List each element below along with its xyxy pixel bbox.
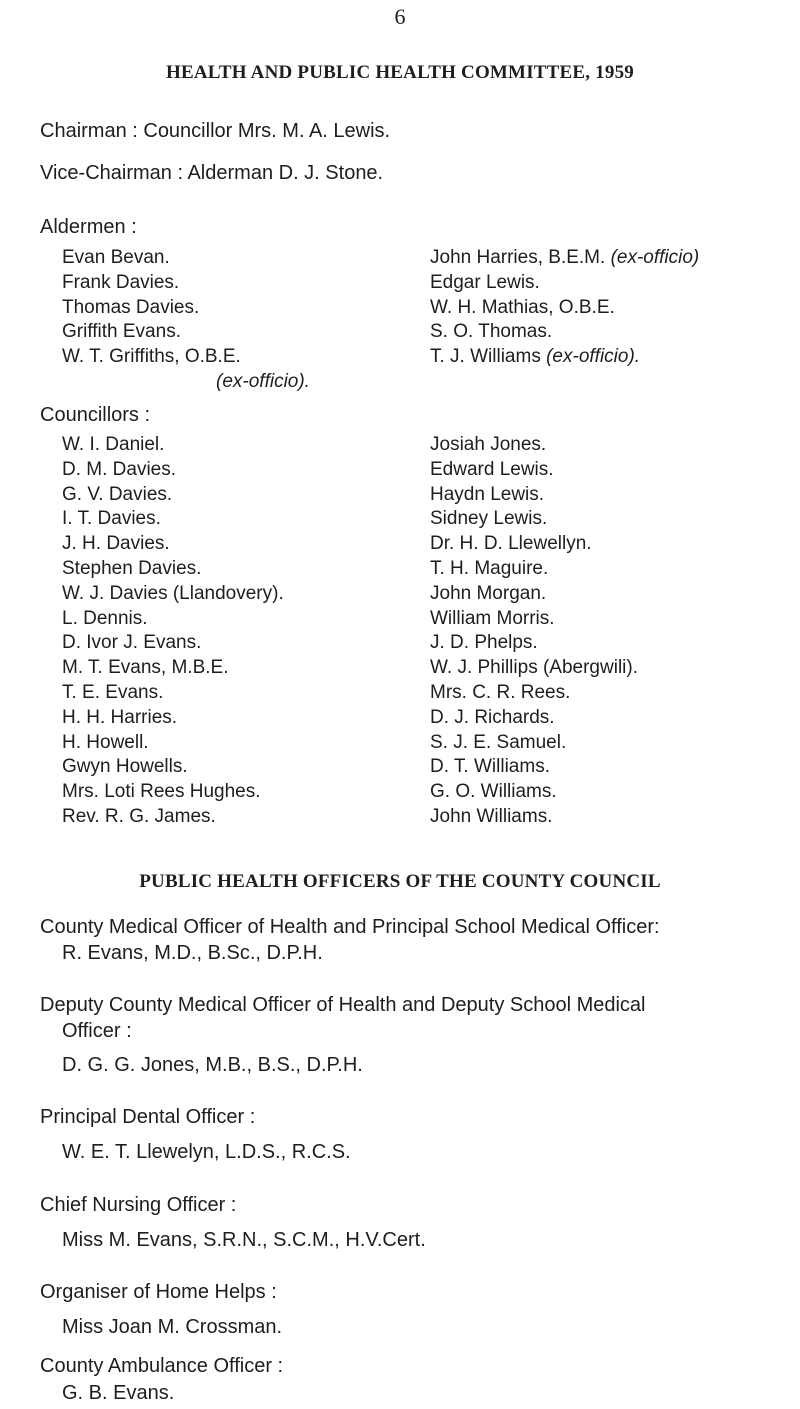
list-item: W. J. Phillips (Abergwili). [430,657,638,679]
dental-role: Principal Dental Officer : [40,1106,256,1128]
list-item: G. O. Williams. [430,781,557,803]
councillors-left-column [62,433,284,830]
list-item: H. Howell. [62,731,149,753]
list-item: D. T. Williams. [430,756,550,778]
vice-chairman-line: Vice-Chairman : Alderman D. J. Stone. [40,162,384,184]
list-item: S. J. E. Samuel. [430,731,567,753]
list-item: Rev. R. G. James. [62,805,216,827]
list-item: Thomas Davies. [62,296,200,318]
deputy-role-line-2: Officer : [62,1020,132,1042]
deputy-name: D. G. G. Jones, M.B., B.S., D.P.H. [62,1054,363,1076]
aldermen-left-column [62,246,310,395]
committee-title: HEALTH AND PUBLIC HEALTH COMMITTEE, 1959 [166,62,634,83]
list-item: William Morris. [430,607,555,629]
list-item: S. O. Thomas. [430,321,553,343]
list-item: M. T. Evans, M.B.E. [62,657,229,679]
nursing-role: Chief Nursing Officer : [40,1194,237,1216]
list-item: Josiah Jones. [430,434,547,455]
list-item: I. T. Davies. [62,508,161,530]
list-item: D. J. Richards. [430,706,555,728]
list-item: Haydn Lewis. [430,483,545,505]
aldermen-label: Aldermen : [40,216,137,238]
list-item: H. H. Harries. [62,706,178,728]
list-item: W. J. Davies (Llandovery). [62,582,284,604]
councillors-label: Councillors : [40,404,151,426]
officers-title: PUBLIC HEALTH OFFICERS OF THE COUNTY COUNCIL [139,871,661,892]
list-item: Frank Davies. [62,271,180,293]
list-item: Evan Bevan. [62,247,170,268]
list-item: Sidney Lewis. [430,508,548,530]
ambulance-role: County Ambulance Officer : [40,1355,284,1377]
list-item: W. T. Griffiths, O.B.E. [62,346,241,368]
chairman-line: Chairman : Councillor Mrs. M. A. Lewis. [40,120,391,142]
list-item: T. E. Evans. [62,681,164,703]
list-item: J. H. Davies. [62,533,170,555]
list-item: Gwyn Howells. [62,756,188,778]
list-item: D. Ivor J. Evans. [62,632,202,654]
list-item: W. H. Mathias, O.B.E. [430,296,615,318]
cmo-name: R. Evans, M.D., B.Sc., D.P.H. [62,942,323,964]
list-item: G. V. Davies. [62,483,173,505]
list-item: L. Dennis. [62,607,148,629]
nursing-name: Miss M. Evans, S.R.N., S.C.M., H.V.Cert. [62,1229,426,1251]
dental-name: W. E. T. Llewelyn, L.D.S., R.C.S. [62,1141,351,1163]
list-item: W. I. Daniel. [62,434,165,455]
home-help-role: Organiser of Home Helps : [40,1281,277,1303]
list-item: Edgar Lewis. [430,271,540,293]
list-item: T. J. Williams (ex-officio). [430,346,641,368]
list-item: Dr. H. D. Llewellyn. [430,533,592,555]
list-item: T. H. Maguire. [430,557,549,579]
ambulance-name: G. B. Evans. [62,1382,175,1404]
deputy-role-line-1: Deputy County Medical Officer of Health and Deputy School Medical [40,994,646,1016]
cmo-role: County Medical Officer of Health and Principal School Medical Officer: [40,916,660,938]
list-item: D. M. Davies. [62,458,177,480]
list-item: John Williams. [430,805,553,827]
list-item: John Morgan. [430,582,547,604]
ex-officio-note: (ex-officio). [216,370,310,392]
list-item: Stephen Davies. [62,557,202,579]
councillors-right-column [430,433,638,830]
list-item: Edward Lewis. [430,458,554,480]
aldermen-right-column [430,246,699,370]
list-item: J. D. Phelps. [430,632,538,654]
home-help-name: Miss Joan M. Crossman. [62,1316,283,1338]
list-item: Griffith Evans. [62,321,181,343]
page-number: 6 [394,4,406,29]
list-item: John Harries, B.E.M. (ex-officio) [430,247,700,268]
list-item: Mrs. Loti Rees Hughes. [62,781,261,803]
list-item: Mrs. C. R. Rees. [430,681,571,703]
